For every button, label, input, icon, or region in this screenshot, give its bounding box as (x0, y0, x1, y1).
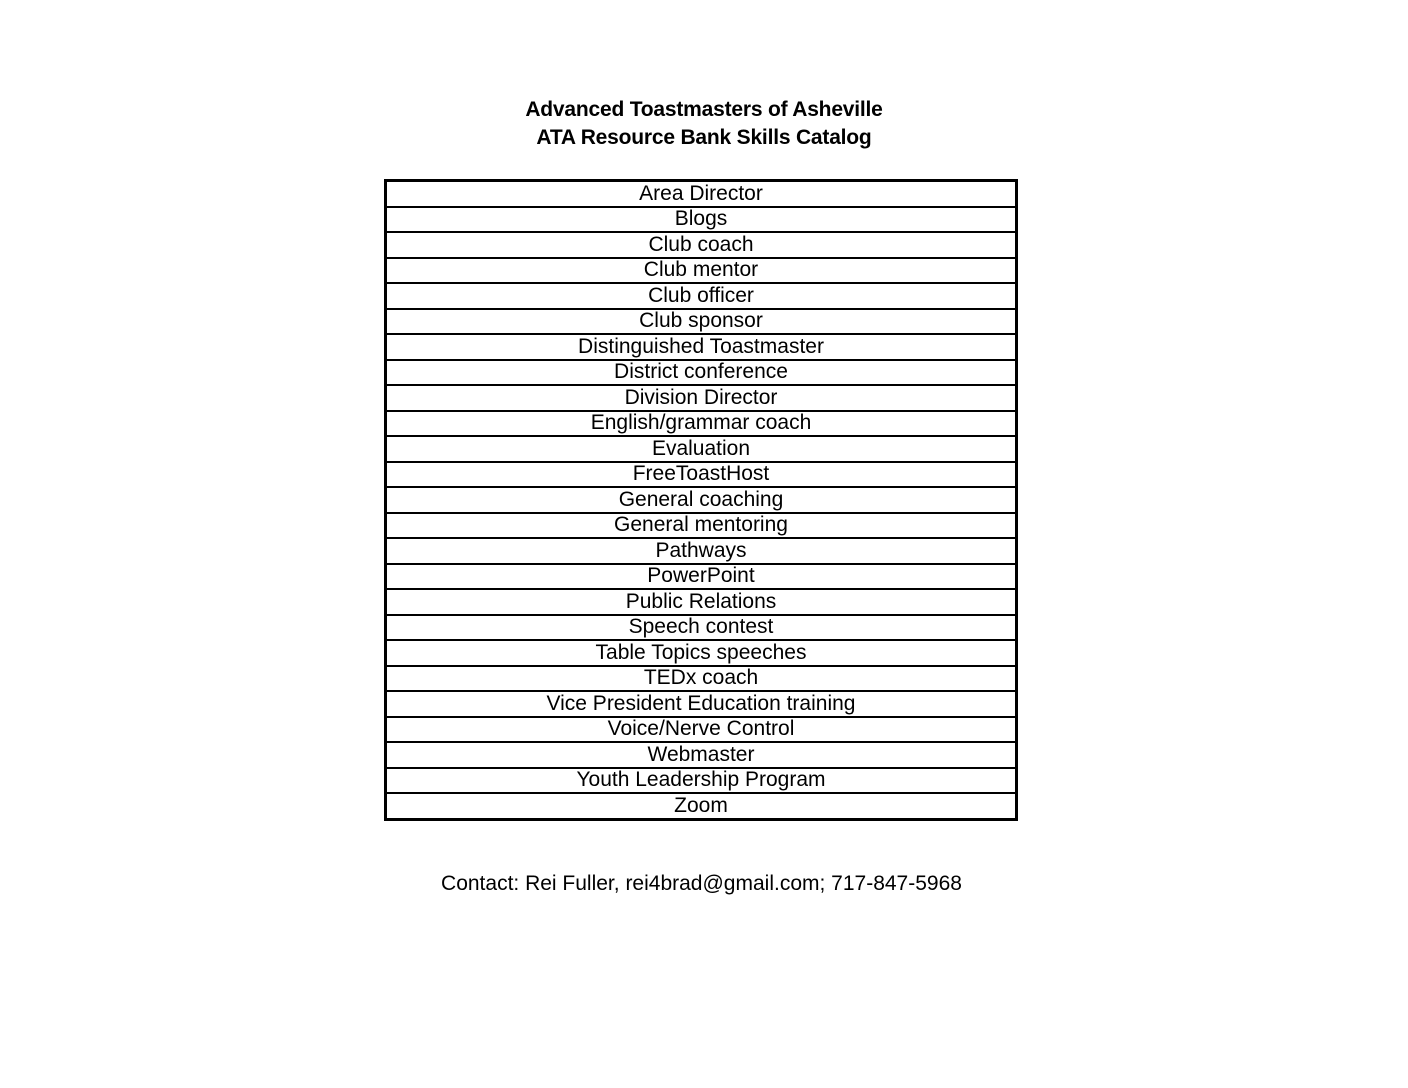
skill-cell: Distinguished Toastmaster (386, 334, 1017, 360)
table-row (386, 793, 1017, 819)
table-row (386, 487, 1017, 513)
skill-cell: General mentoring (386, 513, 1017, 539)
table-row (386, 283, 1017, 309)
skill-cell: Voice/Nerve Control (386, 717, 1017, 743)
document-header (0, 96, 1408, 152)
skill-cell: Speech contest (386, 615, 1017, 641)
table-row (386, 385, 1017, 411)
table-row (386, 360, 1017, 386)
skill-cell: TEDx coach (386, 666, 1017, 692)
table-row (386, 538, 1017, 564)
skill-cell: Table Topics speeches (386, 640, 1017, 666)
table-row (386, 615, 1017, 641)
table-row (386, 513, 1017, 539)
skill-cell: Webmaster (386, 742, 1017, 768)
skill-cell: Division Director (386, 385, 1017, 411)
skill-cell: English/grammar coach (386, 411, 1017, 437)
skill-cell: Club coach (386, 232, 1017, 258)
skill-cell: Public Relations (386, 589, 1017, 615)
skills-table-body (386, 181, 1017, 820)
skill-cell: Vice President Education training (386, 691, 1017, 717)
skill-cell: Youth Leadership Program (386, 768, 1017, 794)
skill-cell: District conference (386, 360, 1017, 386)
table-row (386, 207, 1017, 233)
table-row (386, 181, 1017, 207)
skill-cell: Club sponsor (386, 309, 1017, 335)
skill-cell: Club officer (386, 283, 1017, 309)
table-row (386, 309, 1017, 335)
table-row (386, 742, 1017, 768)
table-row (386, 589, 1017, 615)
contact-line: Contact: Rei Fuller, rei4brad@gmail.com; 717-847-5968 (441, 872, 962, 895)
table-row (386, 334, 1017, 360)
table-row (386, 640, 1017, 666)
table-row (386, 691, 1017, 717)
skill-cell: General coaching (386, 487, 1017, 513)
table-row (386, 717, 1017, 743)
table-row (386, 436, 1017, 462)
table-row (386, 768, 1017, 794)
skill-cell: Zoom (386, 793, 1017, 819)
skill-cell: Area Director (386, 181, 1017, 207)
skills-table (384, 179, 1018, 821)
table-row (386, 232, 1017, 258)
catalog-title: ATA Resource Bank Skills Catalog (536, 126, 872, 149)
skill-cell: Pathways (386, 538, 1017, 564)
skill-cell: PowerPoint (386, 564, 1017, 590)
table-row (386, 462, 1017, 488)
skill-cell: Evaluation (386, 436, 1017, 462)
table-row (386, 411, 1017, 437)
skill-cell: Club mentor (386, 258, 1017, 284)
skill-cell: FreeToastHost (386, 462, 1017, 488)
organization-title: Advanced Toastmasters of Asheville (525, 98, 883, 121)
table-row (386, 564, 1017, 590)
table-row (386, 666, 1017, 692)
table-row (386, 258, 1017, 284)
skill-cell: Blogs (386, 207, 1017, 233)
